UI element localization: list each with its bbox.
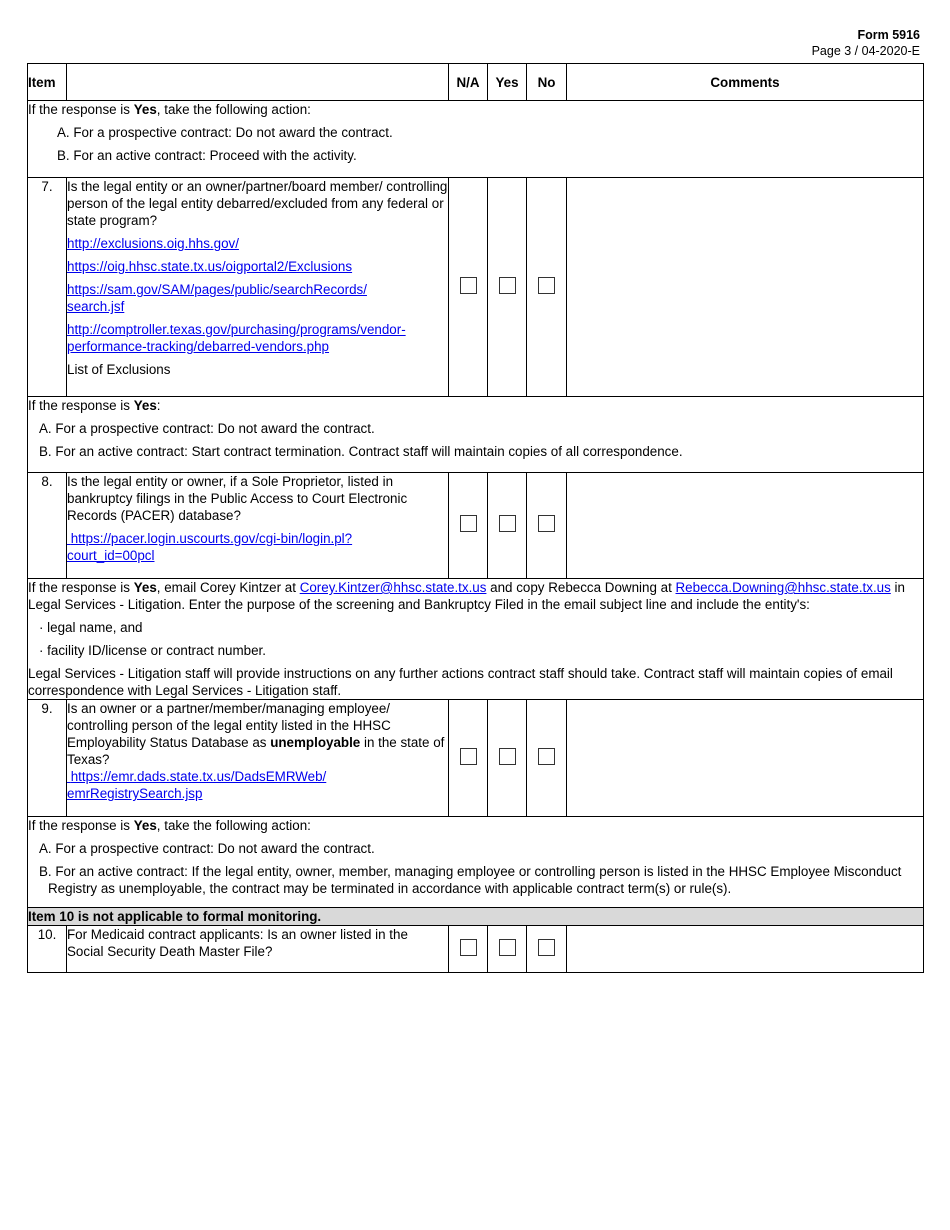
item-row-8 (28, 473, 924, 579)
response-option-b: B. For an active contract: Proceed with the activity. (57, 148, 357, 163)
comptroller-debarred-link[interactable]: http://comptroller.texas.gov/purchasing/programs/vendor- performance-tracking/debarred-vendors.php (67, 322, 406, 354)
item-number: 7. (28, 178, 67, 397)
response-row-6 (28, 101, 924, 178)
monitoring-checklist-table (27, 63, 924, 973)
col-comments-header: Comments (567, 64, 924, 101)
response-option-a: A. For a prospective contract: Do not award the contract. (57, 125, 393, 140)
question-text: For Medicaid contract applicants: Is an owner listed in the Social Security Death Master File? (67, 927, 408, 959)
item9-comments-field[interactable] (567, 700, 924, 817)
item-question (67, 178, 449, 397)
corey-kintzer-email-link[interactable]: Corey.Kintzer@hhsc.state.tx.us (299, 580, 487, 595)
col-no-header: No (527, 64, 567, 101)
item-row-10 (28, 926, 924, 973)
item-number: 8. (28, 473, 67, 579)
item8-yes-checkbox[interactable] (499, 515, 516, 532)
item9-na-checkbox[interactable] (460, 748, 477, 765)
item-number: 9. (28, 700, 67, 817)
hhsc-oig-exclusions-link[interactable]: https://oig.hhsc.state.tx.us/oigportal2/Exclusions (67, 259, 353, 274)
response-lead: If the response is Yes: (28, 398, 161, 413)
bullet-item: · facility ID/license or contract number. (39, 643, 266, 658)
col-item-header: Item (28, 64, 67, 101)
question-text: Is the legal entity or owner, if a Sole Proprietor, listed in bankruptcy filings in the Public Access to Court Electronic Records (PACER) database? (67, 474, 408, 523)
item10-no-checkbox[interactable] (538, 939, 555, 956)
response-option-a: A. For a prospective contract: Do not award the contract. (39, 421, 375, 436)
item-question (67, 473, 449, 579)
response-lead: If the response is Yes, take the following action: (28, 818, 311, 833)
sam-search-link[interactable]: https://sam.gov/SAM/pages/public/searchRecords/ search.jsf (67, 282, 367, 314)
pacer-login-link[interactable]: https://pacer.login.uscourts.gov/cgi-bin/login.pl? court_id=00pcl (67, 531, 353, 563)
item8-comments-field[interactable] (567, 473, 924, 579)
note-row (28, 908, 924, 926)
response-row-9 (28, 817, 924, 908)
col-yes-header: Yes (488, 64, 527, 101)
item8-na-checkbox[interactable] (460, 515, 477, 532)
response-lead: If the response is Yes, take the following action: (28, 102, 311, 117)
emr-registry-link[interactable]: https://emr.dads.state.tx.us/DadsEMRWeb/ emrRegistrySearch.jsp (67, 769, 327, 801)
response-lead: If the response is Yes, email Corey Kintzer at Corey.Kintzer@hhsc.state.tx.us and copy Rebecca Downing at Rebecca.Downing@hhsc.state.tx.us in Legal Services - Litigation. Enter the purpose of the screening and Bankruptcy Filed in the email subject line and include the entity's: (28, 580, 905, 612)
item-number: 10. (28, 926, 67, 973)
response-option-a: A. For a prospective contract: Do not award the contract. (39, 841, 375, 856)
item-row-9 (28, 700, 924, 817)
item10-comments-field[interactable] (567, 926, 924, 973)
item7-na-checkbox[interactable] (460, 277, 477, 294)
response-row-8 (28, 579, 924, 700)
item-question (67, 926, 449, 973)
oig-exclusions-link[interactable]: http://exclusions.oig.hhs.gov/ (67, 236, 239, 251)
item10-note: Item 10 is not applicable to formal monitoring. (28, 908, 924, 926)
item7-comments-field[interactable] (567, 178, 924, 397)
table-header-row (28, 64, 924, 101)
item9-yes-checkbox[interactable] (499, 748, 516, 765)
item-question (67, 700, 449, 817)
form-header (812, 27, 920, 59)
item8-no-checkbox[interactable] (538, 515, 555, 532)
response-row-7 (28, 397, 924, 473)
question-text: Is the legal entity or an owner/partner/board member/ controlling person of the legal entity debarred/excluded from any federal or state program? (67, 179, 448, 228)
col-na-header: N/A (449, 64, 488, 101)
form-number: Form 5916 (857, 28, 920, 42)
response-option-b: B. For an active contract: Start contract termination. Contract staff will maintain copies of all correspondence. (39, 444, 683, 459)
item9-no-checkbox[interactable] (538, 748, 555, 765)
item10-yes-checkbox[interactable] (499, 939, 516, 956)
question-text: Is an owner or a partner/member/managing employee/ controlling person of the legal entity listed in the HHSC Employability Status Database as unemployable in the state of Texas? (67, 701, 445, 767)
list-of-exclusions: List of Exclusions (67, 362, 171, 377)
bullet-item: · legal name, and (39, 620, 143, 635)
response-note: Legal Services - Litigation staff will provide instructions on any further actions contract staff should take. Contract staff will maintain copies of email correspondence with Legal Services - Litigation staff. (28, 666, 893, 698)
rebecca-downing-email-link[interactable]: Rebecca.Downing@hhsc.state.tx.us (675, 580, 891, 595)
response-option-b: B. For an active contract: If the legal entity, owner, member, managing employee or controlling person is listed in the HHSC Employee Misconduct Registry as unemployable, the contract may be terminated in accordance with applicable contract term(s) or rule(s). (39, 864, 902, 896)
item10-na-checkbox[interactable] (460, 939, 477, 956)
item-row-7 (28, 178, 924, 397)
page-info: Page 3 / 04-2020-E (811, 44, 920, 58)
item7-yes-checkbox[interactable] (499, 277, 516, 294)
col-question-header (67, 64, 449, 101)
item7-no-checkbox[interactable] (538, 277, 555, 294)
